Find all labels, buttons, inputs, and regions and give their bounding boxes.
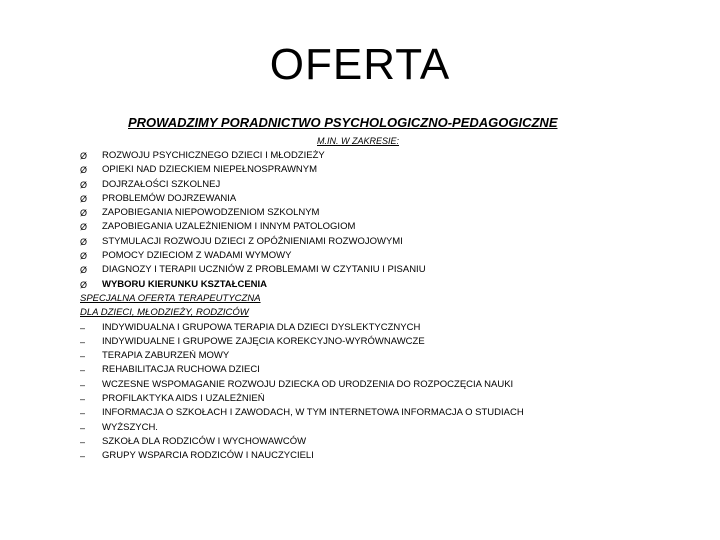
list-item [80, 263, 700, 277]
arrow-bullet-icon: Ø [80, 179, 88, 190]
dash-bullet-icon: – [80, 394, 86, 405]
offer-list [80, 149, 700, 464]
list-item [80, 378, 700, 392]
special-offer-audience: DLA DZIECI, MŁODZIEŻY, RODZICÓW [80, 307, 249, 319]
arrow-bullet-icon: Ø [80, 265, 88, 276]
dash-bullet-icon: – [80, 408, 86, 419]
dash-bullet-icon: – [80, 436, 86, 447]
list-item [80, 435, 700, 449]
list-item-text: ZAPOBIEGANIA NIEPOWODZENIOM SZKOLNYM [102, 207, 320, 219]
list-item-text: PROFILAKTYKA AIDS I UZALEŻNIEŃ [102, 393, 265, 405]
list-item [80, 206, 700, 220]
list-item [80, 335, 700, 349]
dash-bullet-icon: – [80, 422, 86, 433]
list-item-text: POMOCY DZIECIOM Z WADAMI WYMOWY [102, 250, 292, 262]
list-item-text: ROZWOJU PSYCHICZNEGO DZIECI I MŁODZIEŻY [102, 150, 325, 161]
list-item [80, 406, 700, 420]
page-title: OFERTA [269, 40, 451, 89]
list-item [80, 249, 700, 263]
arrow-bullet-icon: Ø [80, 251, 88, 262]
arrow-bullet-icon: Ø [80, 236, 88, 247]
special-offer-heading: SPECJALNA OFERTA TERAPEUTYCZNA [80, 292, 261, 304]
list-item [80, 449, 700, 463]
list-item [80, 149, 700, 163]
list-item-text: SZKOŁA DLA RODZICÓW I WYCHOWAWCÓW [102, 435, 307, 447]
list-item-text: INFORMACJA O SZKOŁACH I ZAWODACH, W TYM INTERNETOWA INFORMACJA O STUDIACH [102, 407, 524, 419]
list-item-text: DIAGNOZY I TERAPII UCZNIÓW Z PROBLEMAMI W CZYTANIU I PISANIU [102, 264, 426, 276]
list-item [80, 321, 700, 335]
list-item-text: STYMULACJI ROZWOJU DZIECI Z OPÓŹNIENIAMI ROZWOJOWYMI [102, 235, 403, 247]
list-item-text: OPIEKI NAD DZIECKIEM NIEPEŁNOSPRAWNYM [102, 164, 318, 176]
list-item [80, 349, 700, 363]
list-item-text: REHABILITACJA RUCHOWA DZIECI [102, 364, 260, 376]
arrow-bullet-icon: Ø [80, 222, 88, 233]
arrow-bullet-icon: Ø [80, 208, 88, 219]
arrow-bullet-icon: Ø [80, 151, 88, 161]
dash-bullet-icon: – [80, 379, 86, 390]
list-item [80, 220, 700, 234]
dash-bullet-icon: – [80, 322, 86, 333]
list-item [80, 192, 700, 206]
list-item [80, 163, 700, 177]
list-item-text: INDYWIDUALNE I GRUPOWE ZAJĘCIA KOREKCYJNO-WYRÓWNAWCZE [102, 335, 425, 347]
list-item [80, 178, 700, 192]
list-item-text: INDYWIDUALNA I GRUPOWA TERAPIA DLA DZIECI DYSLEKTYCZNYCH [102, 321, 421, 333]
list-item [80, 363, 700, 377]
dash-bullet-icon: – [80, 336, 86, 347]
intro-text: M.IN. W ZAKRESIE: [317, 136, 400, 146]
list-item-text: WYBORU KIERUNKU KSZTAŁCENIA [102, 278, 268, 290]
list-item-text: ZAPOBIEGANIA UZALEŻNIENIOM I INNYM PATOLOGIOM [102, 221, 356, 233]
list-item-text: GRUPY WSPARCIA RODZICÓW I NAUCZYCIELI [102, 450, 314, 462]
arrow-bullet-icon: Ø [80, 279, 88, 290]
arrow-bullet-icon: Ø [80, 165, 88, 176]
dash-bullet-icon: – [80, 351, 86, 362]
list-item [80, 421, 700, 435]
list-item [80, 235, 700, 249]
dash-bullet-icon: – [80, 365, 86, 376]
list-item-text: DOJRZAŁOŚCI SZKOLNEJ [102, 178, 221, 190]
page-subtitle: PROWADZIMY PORADNICTWO PSYCHOLOGICZNO-PEDAGOGICZNE [128, 115, 558, 130]
dash-bullet-icon: – [80, 451, 86, 462]
list-item-text: TERAPIA ZABURZEŃ MOWY [102, 350, 230, 362]
list-item [80, 278, 700, 292]
list-item [80, 392, 700, 406]
arrow-bullet-icon: Ø [80, 193, 88, 204]
list-item-text: PROBLEMÓW DOJRZEWANIA [102, 192, 237, 204]
list-item-text: WYŻSZYCH. [102, 421, 158, 433]
list-item-text: WCZESNE WSPOMAGANIE ROZWOJU DZIECKA OD URODZENIA DO ROZPOCZĘCIA NAUKI [102, 378, 514, 390]
